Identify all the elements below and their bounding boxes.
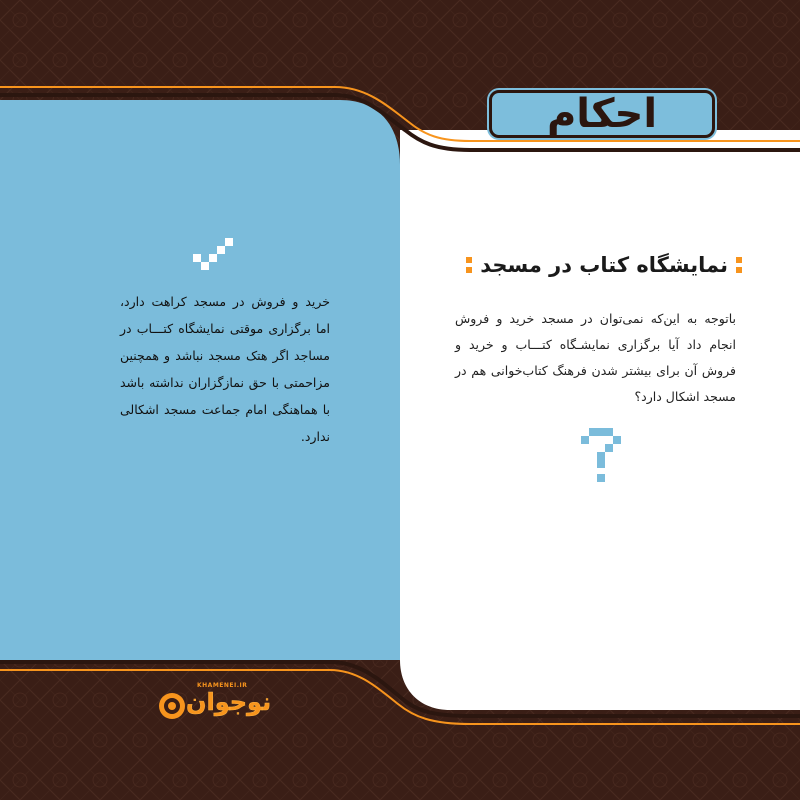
logo-emblem: [159, 693, 185, 719]
logo-text: نوجوان: [186, 688, 272, 716]
orange-dots-icon: [736, 257, 742, 273]
question-title: نمایشگاه کتاب در مسجد: [480, 253, 728, 277]
question-text: باتوجه به این‌که نمی‌توان در مسجد خرید و فروش انجام داد آیا برگزاری نمایشـگاه کتـــاب و خرید و فروش آن برای بیشتر شدن فرهنگ کتاب‌خوانی هم در مسجد اشکال دارد؟: [455, 311, 736, 404]
orange-dots-icon: [466, 257, 472, 273]
logo-caption: KHAMENEI.IR: [197, 682, 248, 689]
question-panel: [400, 130, 800, 710]
badge-label: احکام: [546, 91, 658, 137]
question-title-row: [430, 250, 742, 280]
section-badge: [489, 90, 715, 138]
answer-text: خرید و فروش در مسجد کراهت دارد، اما برگزاری موقتی نمایشگاه کتـــاب در مساجد اگر هتک مسجد نباشد و همچنین مزاحمتی با حق نمازگزاران نداشته باشد با هماهنگی امام جماعت مسجد اشکالی ندارد.: [120, 294, 330, 444]
